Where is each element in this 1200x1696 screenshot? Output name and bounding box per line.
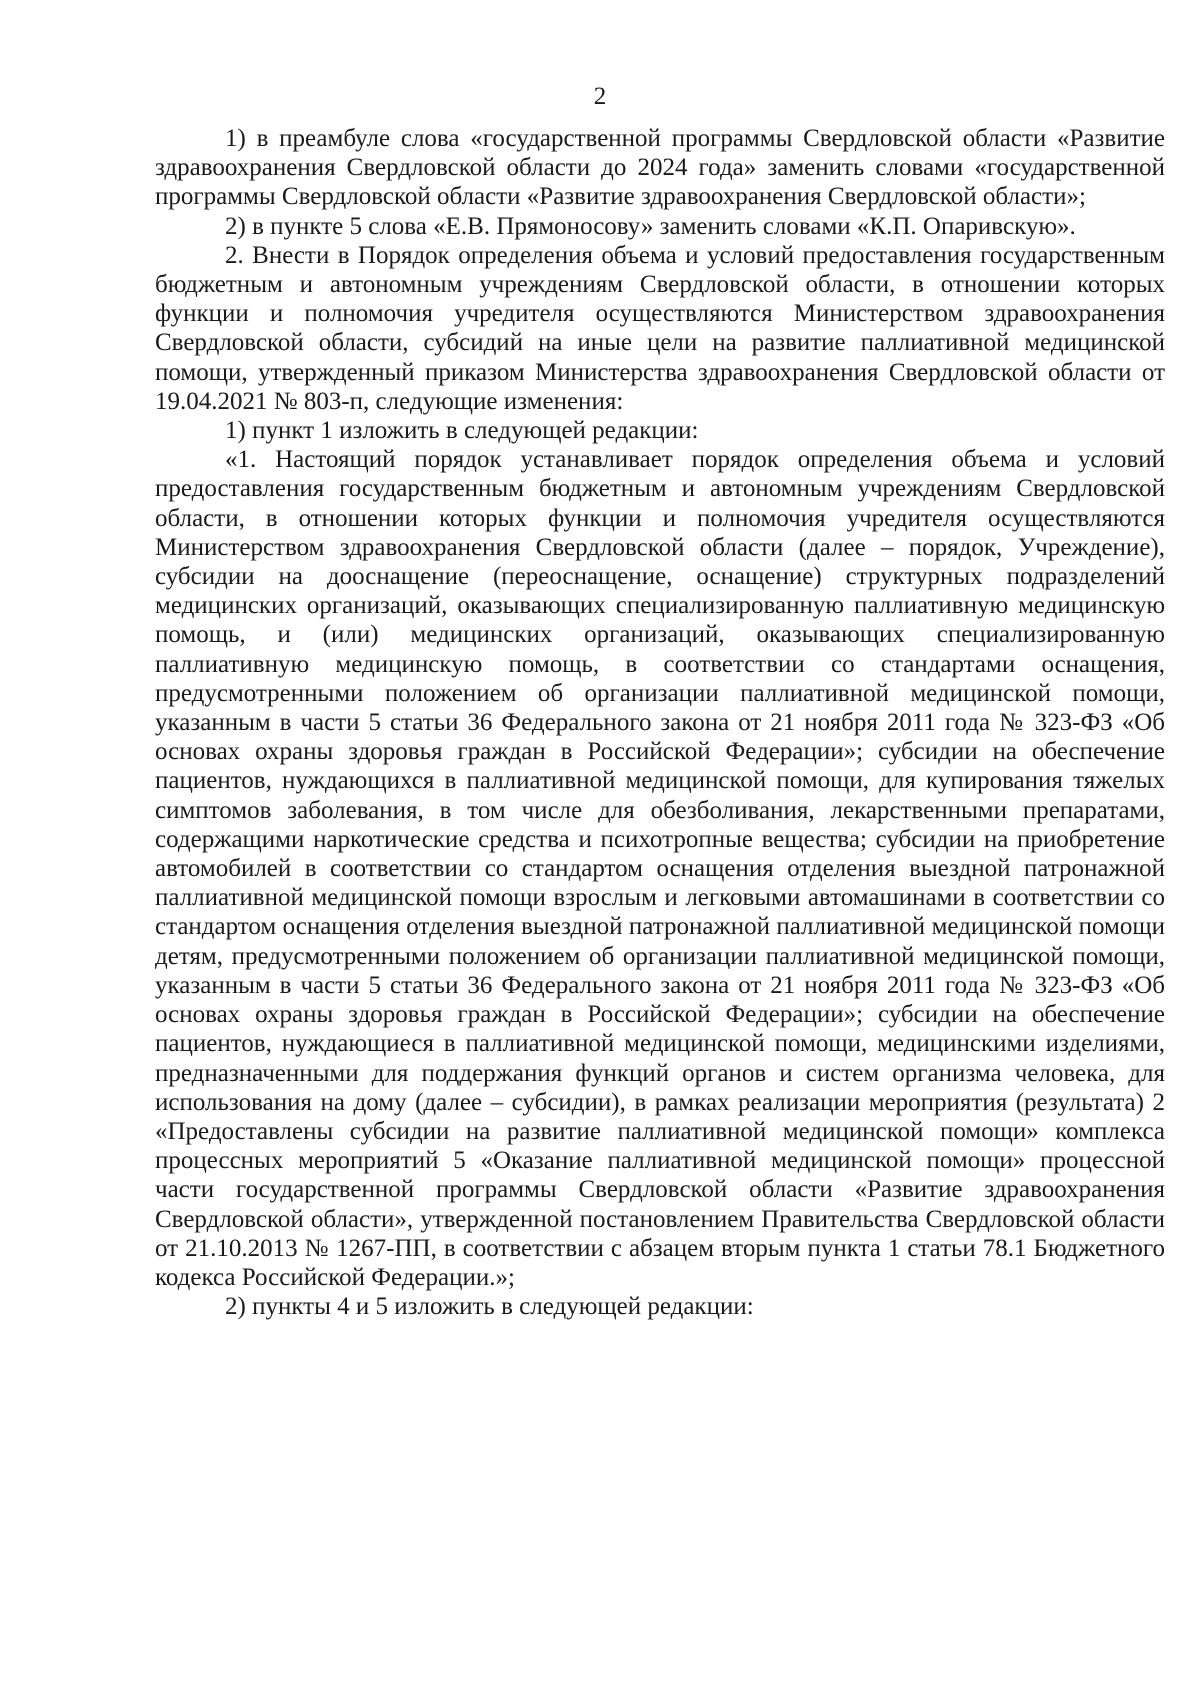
page-number: 2: [593, 83, 607, 110]
paragraph-procedure-changes: 2. Внести в Порядок определения объема и условий предоставления государственным бюджетным и автономным учреждениям Свердловской области, в отношении которых функции и полномочия учредителя осуществляются Министерством здравоохранения Свердловской области, субсидий на иные цели на развитие паллиативной медицинской помощи, утвержденный приказом Министерства здравоохранения Свердловской области от 19.04.2021 № 803-п, следующие изменения:: [155, 241, 1165, 415]
paragraph-point1-text: «1. Настоящий порядок устанавливает порядок определения объема и условий предоставления государственным бюджетным и автономным учреждениям Свердловской области, в отношении которых функции и полномочия учредителя осуществляются Министерством здравоохранения Свердловской области (далее – порядок, Учреждение), субсидии на дооснащение (переоснащение, оснащение) структурных подразделений медицинских организаций, оказывающих специализированную паллиативную медицинскую помощь, и (или) медицинских организаций, оказывающих специализированную паллиативную медицинскую помощь, в соответствии со стандартами оснащения, предусмотренными положением об организации паллиативной медицинской помощи, указанным в части 5 статьи 36 Федерального закона от 21 ноября 2011 года № 323-ФЗ «Об основах охраны здоровья граждан в Российской Федерации»; субсидии на обеспечение пациентов, нуждающихся в паллиативной медицинской помощи, для купирования тяжелых симптомов заболевания, в том числе для обезболивания, лекарственными препаратами, содержащими наркотические средства и психотропные вещества; субсидии на приобретение автомобилей в соответствии со стандартом оснащения отделения выездной патронажной паллиативной медицинской помощи взрослым и легковыми автомашинами в соответствии со стандартом оснащения отделения выездной патронажной паллиативной медицинской помощи детям, предусмотренными положением об организации паллиативной медицинской помощи, указанным в части 5 статьи 36 Федерального закона от 21 ноября 2011 года № 323-ФЗ «Об основах охраны здоровья граждан в Российской Федерации»; субсидии на обеспечение пациентов, нуждающиеся в паллиативной медицинской помощи, медицинскими изделиями, предназначенными для поддержания функций органов и систем организма человека, для использования на дому (далее – субсидии), в рамках реализации мероприятия (результата) 2 «Предоставлены субсидии на развитие паллиативной медицинской помощи» комплекса процессных мероприятий 5 «Оказание паллиативной медицинской помощи» процессной части государственной программы Свердловской области «Развитие здравоохранения Свердловской области», утвержденной постановлением Правительства Свердловской области от 21.10.2013 № 1267-ПП, в соответствии с абзацем вторым пункта 1 статьи 78.1 Бюджетного кодекса Российской Федерации.»;: [155, 446, 1165, 1291]
paragraph-clause5-amendment: 2) в пункте 5 слова «Е.В. Прямоносову» заменить словами «К.П. Опаривскую».: [225, 212, 1076, 240]
document-body: [155, 124, 1165, 1321]
paragraph-point1-intro: 1) пункт 1 изложить в следующей редакции:: [225, 417, 699, 445]
paragraph-points4-5-intro: 2) пункты 4 и 5 изложить в следующей редакции:: [225, 1293, 754, 1321]
paragraph-preamble-amendment: 1) в преамбуле слова «государственной программы Свердловской области «Развитие здравоохранения Свердловской области до 2024 года» заменить словами «государственной программы Свердловской области «Развитие здравоохранения Свердловской области»;: [155, 125, 1165, 211]
